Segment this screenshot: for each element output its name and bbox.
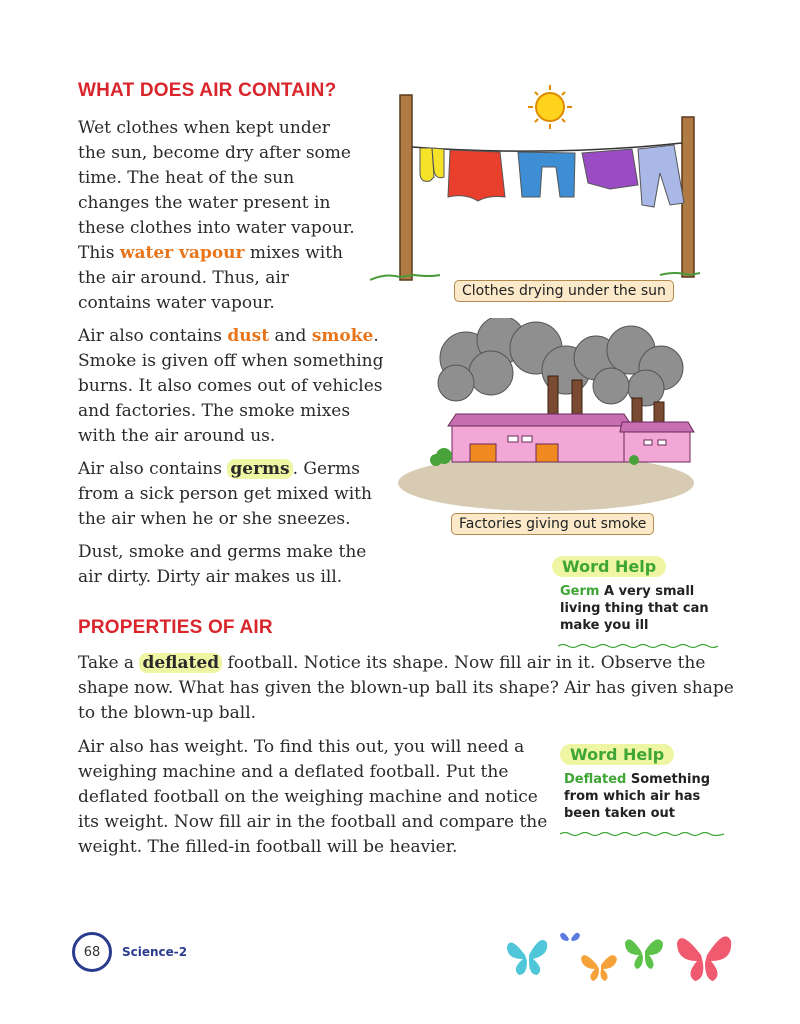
term-dust: dust [227, 326, 270, 346]
clothes-drying-illustration [370, 85, 700, 285]
word-help-germ: Word Help Germ A very small living thing that can make you ill [552, 556, 718, 653]
paragraph-dust-smoke: Air also contains dust and smoke. Smoke is given off when something burns. It also comes out of vehicles and factories. The smoke mixes with the air around us. [78, 326, 384, 446]
butterfly-icon [625, 939, 663, 969]
sun-icon [528, 85, 572, 129]
page-number: 68 [72, 932, 112, 972]
word-help-title: Word Help [560, 744, 674, 765]
wavy-divider [558, 643, 718, 649]
caption-clothes: Clothes drying under the sun [454, 280, 674, 302]
butterfly-icon [560, 933, 580, 941]
page-footer [72, 932, 187, 972]
word-help-term: Deflated [564, 772, 627, 787]
butterflies-decoration [505, 925, 735, 985]
heading-what-does-air-contain: WHAT DOES AIR CONTAIN? [78, 80, 337, 101]
wavy-divider [560, 831, 724, 837]
caption-factory: Factories giving out smoke [451, 513, 654, 535]
term-smoke: smoke [311, 326, 374, 346]
book-name: Science-2 [122, 945, 188, 959]
paragraph-air-weight: Air also has weight. To find this out, you will need a weighing machine and a deflated football. Put the deflated football on the weighing machine and notice its weight. Now fill air in the football and compare the weight. The filled-in football will be heavier. [78, 737, 548, 857]
butterfly-icon [581, 955, 617, 981]
paragraph-deflated-football: Take a deflated football. Notice its shape. Now fill air in it. Observe the shape now. What has given the blown-up ball its shape? Air has given shape to the blown-up ball. [78, 653, 734, 723]
butterfly-icon [677, 936, 731, 981]
word-help-term: Germ [560, 584, 600, 599]
butterfly-icon [507, 940, 547, 975]
term-water-vapour: water vapour [119, 243, 245, 263]
term-deflated: deflated [139, 653, 222, 673]
word-help-title: Word Help [552, 556, 666, 577]
paragraph-germs: Air also contains germs . Germs from a sick person get mixed with the air when he or she sneezes. [78, 459, 372, 529]
heading-properties-of-air: PROPERTIES OF AIR [78, 617, 273, 638]
paragraph-water-vapour: Wet clothes when kept under the sun, become dry after some time. The heat of the sun changes the water present in these clothes into water vapour. This water vapour mixes with the air around. Thus, air contains water vapour. [78, 118, 355, 313]
factory-smoke-illustration [396, 318, 696, 513]
word-help-deflated: Word Help Deflated Something from which air has been taken out [560, 744, 724, 841]
paragraph-dirty-air: Dust, smoke and germs make the air dirty. Dirty air makes us ill. [78, 542, 367, 587]
term-germs: germs [227, 459, 292, 479]
